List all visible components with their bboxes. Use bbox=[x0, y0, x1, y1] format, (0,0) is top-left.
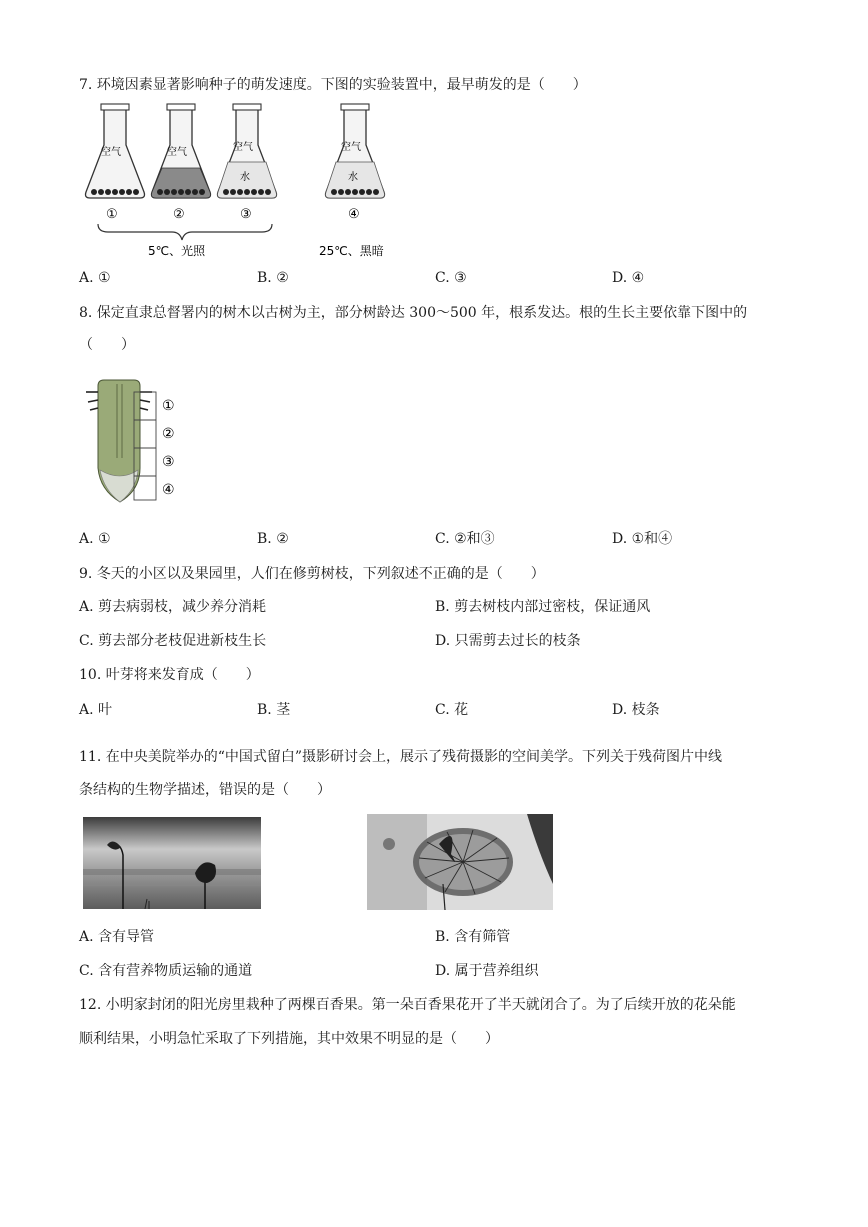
q11-option-d[interactable]: D. 属于营养组织 bbox=[435, 963, 539, 979]
q7-option-a[interactable]: A. ① bbox=[79, 270, 111, 286]
q9-option-d[interactable]: D. 只需剪去过长的枝条 bbox=[435, 633, 581, 649]
zone-2-label: ② bbox=[162, 426, 175, 442]
q7-flask-figure bbox=[76, 100, 416, 260]
flask-4-water-label: 水 bbox=[348, 172, 358, 183]
q8-option-b[interactable]: B. ② bbox=[257, 531, 289, 547]
zone-1-label: ① bbox=[162, 398, 175, 414]
cond-group2-label: 25℃、黑暗 bbox=[319, 244, 384, 258]
q8-option-d[interactable]: D. ①和④ bbox=[612, 531, 673, 547]
lotus-photo-left bbox=[83, 817, 261, 909]
q7-option-b[interactable]: B. ② bbox=[257, 270, 289, 286]
zone-4-label: ④ bbox=[162, 482, 175, 498]
cond-group1-label: 5℃、光照 bbox=[148, 244, 206, 258]
q11-stem-line1: 11. 在中央美院举办的“中国式留白”摄影研讨会上，展示了残荷摄影的空间美学。下列关于残荷图片中线 bbox=[79, 749, 723, 765]
q7-stem: 7. 环境因素显著影响种子的萌发速度。下图的实验装置中，最早萌发的是（ ） bbox=[79, 77, 587, 93]
q10-stem: 10. 叶芽将来发育成（ ） bbox=[79, 667, 260, 683]
q8-option-c[interactable]: C. ②和③ bbox=[435, 531, 495, 547]
flask-2-air-label: 空气 bbox=[167, 147, 187, 158]
q9-option-a[interactable]: A. 剪去病弱枝，减少养分消耗 bbox=[79, 599, 267, 615]
q11-option-b[interactable]: B. 含有筛管 bbox=[435, 929, 511, 945]
q10-option-b[interactable]: B. 茎 bbox=[257, 702, 291, 718]
q11-option-c[interactable]: C. 含有营养物质运输的通道 bbox=[79, 963, 253, 979]
q8-root-tip-figure bbox=[84, 378, 194, 506]
flask-2-number: ② bbox=[173, 207, 185, 222]
flask-3-number: ③ bbox=[240, 207, 252, 222]
lotus-photo-right bbox=[367, 814, 553, 910]
q8-option-a[interactable]: A. ① bbox=[79, 531, 111, 547]
flask-3 bbox=[218, 104, 277, 222]
flask-1 bbox=[86, 104, 145, 222]
flask-2 bbox=[152, 104, 211, 222]
flask-1-number: ① bbox=[106, 207, 118, 222]
q9-option-c[interactable]: C. 剪去部分老枝促进新枝生长 bbox=[79, 633, 267, 649]
flask-4-air-label: 空气 bbox=[341, 142, 361, 153]
q10-option-c[interactable]: C. 花 bbox=[435, 702, 469, 718]
q12-stem-line1: 12. 小明家封闭的阳光房里栽种了两棵百香果。第一朵百香果花开了半天就闭合了。为了后续开放的花朵能 bbox=[79, 997, 736, 1013]
zone-3-label: ③ bbox=[162, 454, 175, 470]
q10-option-d[interactable]: D. 枝条 bbox=[612, 702, 660, 718]
flask-3-water-label: 水 bbox=[240, 172, 250, 183]
flask-3-air-label: 空气 bbox=[233, 142, 253, 153]
q7-option-d[interactable]: D. ④ bbox=[612, 270, 645, 286]
q11-option-a[interactable]: A. 含有导管 bbox=[79, 929, 155, 945]
q7-option-c[interactable]: C. ③ bbox=[435, 270, 467, 286]
q8-stem-line1: 8. 保定直隶总督署内的树木以古树为主，部分树龄达 300～500 年，根系发达。根的生长主要依靠下图中的 bbox=[79, 305, 748, 321]
group-bracket bbox=[98, 224, 272, 240]
q9-stem: 9. 冬天的小区以及果园里，人们在修剪树枝，下列叙述不正确的是（ ） bbox=[79, 566, 545, 582]
flask-4-number: ④ bbox=[348, 207, 360, 222]
flask-4 bbox=[326, 104, 385, 222]
q11-stem-line2: 条结构的生物学描述，错误的是（ ） bbox=[79, 782, 331, 798]
flask-1-air-label: 空气 bbox=[101, 147, 121, 158]
q12-stem-line2: 顺利结果，小明急忙采取了下列措施，其中效果不明显的是（ ） bbox=[79, 1031, 499, 1047]
q9-option-b[interactable]: B. 剪去树枝内部过密枝，保证通风 bbox=[435, 599, 651, 615]
q8-stem-line2: （ ） bbox=[79, 337, 135, 353]
q10-option-a[interactable]: A. 叶 bbox=[79, 702, 113, 718]
